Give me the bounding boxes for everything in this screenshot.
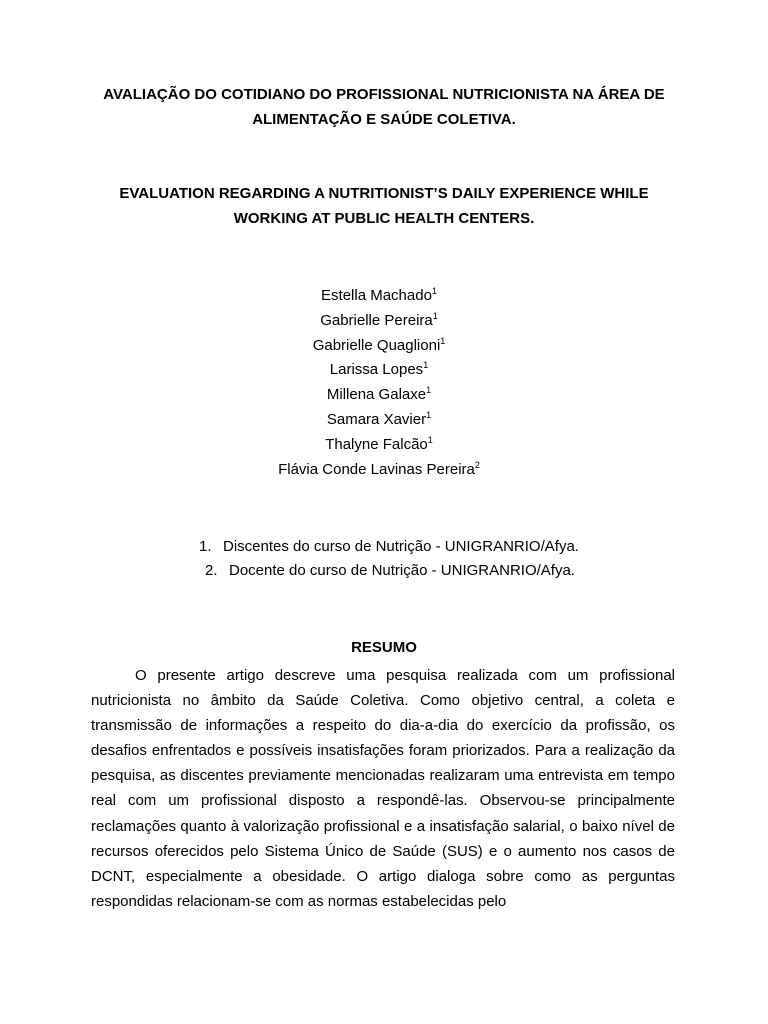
author-name: Samara Xavier — [326, 410, 427, 428]
author-list — [0, 284, 758, 482]
affiliation-item — [199, 535, 579, 559]
title-portuguese-line-2: ALIMENTAÇÃO E SAÚDE COLETIVA. — [252, 111, 516, 128]
title-portuguese-line-1: AVALIAÇÃO DO COTIDIANO DO PROFISSIONAL NUTRICIONISTA NA ÁREA DE — [103, 86, 665, 103]
author — [0, 309, 758, 334]
author-affiliation-marker: 1 — [426, 385, 432, 396]
author-affiliation-marker: 1 — [431, 286, 437, 296]
author-affiliation-marker: 1 — [440, 335, 446, 346]
author-name: Flávia Conde Lavinas Pereira — [278, 460, 475, 478]
author — [0, 284, 758, 309]
author-name: Gabrielle Quaglioni — [312, 336, 441, 354]
author-affiliation-marker: 2 — [474, 459, 480, 470]
author-name: Thalyne Falcão — [325, 435, 428, 453]
title-english-line-1: EVALUATION REGARDING A NUTRITIONIST’S DAILY EXPERIENCE WHILE — [119, 185, 649, 202]
affiliation-text: Discentes do curso de Nutrição - UNIGRANRIO/Afya. — [223, 538, 579, 555]
author-name: Larissa Lopes — [329, 361, 424, 379]
author — [0, 358, 758, 383]
author-affiliation-marker: 1 — [432, 310, 438, 321]
author-name: Millena Galaxe — [326, 386, 427, 404]
author-name: Estella Machado — [321, 287, 432, 304]
title-portuguese — [60, 82, 708, 132]
affiliation-number: 2. — [205, 562, 218, 579]
affiliation-item — [205, 559, 575, 583]
title-english-line-2: WORKING AT PUBLIC HEALTH CENTERS. — [233, 210, 535, 227]
affiliation-text: Docente do curso de Nutrição - UNIGRANRIO/Afya. — [229, 562, 575, 579]
abstract-heading: RESUMO — [351, 639, 417, 656]
author — [0, 383, 758, 408]
abstract-paragraph: O presente artigo descreve uma pesquisa realizada com um profissional nutricionista no âmbito da Saúde Coletiva. Como objetivo central, a coleta e transmissão de informações a respeito do dia-a-dia do exercício da profissão, os desafios enfrentados e possíveis insatisfações foram priorizados. Para a realização da pesquisa, as discentes previamente mencionadas realizaram uma entrevista em tempo real com um profissional disposto a respondê-las. Observou-se principalmente reclamações quanto à valorização profissional e a insatisfação salarial, o baixo nível de recursos oferecidos pelo Sistema Único de Saúde (SUS) e o aumento nos casos de DCNT, especialmente a obesidade. O artigo dialoga sobre como as perguntas respondidas relacionam-se com as normas estabelecidas pelo — [91, 667, 675, 910]
author — [0, 408, 758, 433]
title-english — [60, 181, 708, 231]
affiliation-number: 1. — [199, 538, 212, 555]
author-name: Gabrielle Pereira — [320, 311, 433, 329]
author — [0, 458, 758, 483]
author-affiliation-marker: 1 — [423, 360, 429, 371]
author — [0, 334, 758, 359]
author-affiliation-marker: 1 — [426, 409, 432, 420]
author — [0, 433, 758, 458]
author-affiliation-marker: 1 — [427, 434, 433, 445]
